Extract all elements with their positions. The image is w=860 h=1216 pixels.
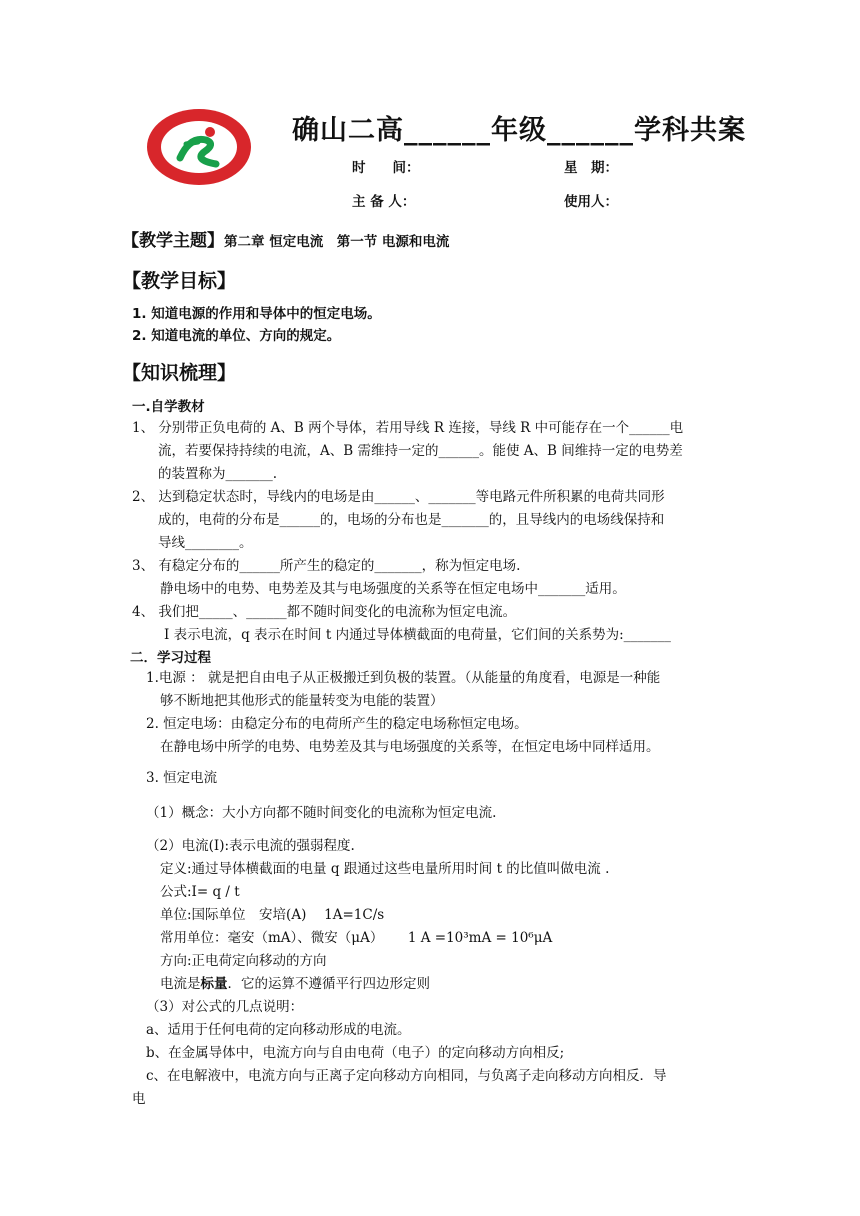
process-line: （1）概念：大小方向都不随时间变化的电流称为恒定电流. — [146, 805, 497, 821]
topic-text: 第二章 恒定电流 第一节 电源和电流 — [224, 234, 450, 250]
knowledge-line: 4、 我们把_____、______都不随时间变化的电流称为恒定电流。 — [132, 604, 517, 620]
logo-inner-field — [161, 121, 237, 173]
process-line: 方向:正电荷定向移动的方向 — [160, 953, 327, 969]
goal-item: 1. 知道电源的作用和导体中的恒定电场。 — [132, 306, 381, 322]
time-label: 时 间： — [352, 160, 420, 176]
knowledge-line: 成的，电荷的分布是______的，电场的分布也是_______的，且导线内的电场线保持和 — [158, 512, 665, 528]
school-logo — [146, 108, 252, 186]
page-title: 确山二高______年级______学科共案 — [292, 115, 746, 146]
process-line: 单位:国际单位 安培(A) 1A=1C/s — [160, 907, 385, 923]
process-line: 2. 恒定电场：由稳定分布的电荷所产生的稳定电场称恒定电场。 — [146, 716, 528, 732]
preparer-label: 主 备 人： — [352, 194, 416, 210]
process-line: 1.电源 ： 就是把自由电子从正极搬迁到负极的装置。（从能量的角度看，电源是一种能 — [146, 670, 661, 686]
weekday-label: 星 期： — [564, 160, 618, 176]
topic-heading: 【教学主题】 — [122, 231, 224, 251]
user-label: 使用人： — [564, 194, 618, 210]
knowledge-line: 流，若要保持持续的电流，A、B 需维持一定的______。能使 A、B 间维持一定的电势差 — [158, 443, 683, 459]
self-study-title: 一.自学教材 — [132, 399, 205, 415]
knowledge-line: 3、 有稳定分布的______所产生的稳定的_______，称为恒定电场. — [132, 558, 521, 574]
scalar-prefix: 电流是 — [160, 976, 201, 992]
scalar-line — [160, 974, 430, 994]
process-line: 定义:通过导体横截面的电量 q 跟通过这些电量所用时间 t 的比值叫做电流 . — [160, 861, 610, 877]
process-line: a、适用于任何电荷的定向移动形成的电流。 — [146, 1022, 411, 1038]
knowledge-line: 静电场中的电势、电势差及其与电场强度的关系等在恒定电场中_______适用。 — [160, 581, 626, 597]
knowledge-line: 的装置称为_______. — [158, 466, 278, 482]
knowledge-line: 2、 达到稳定状态时，导线内的电场是由______、_______等电路元件所积累的电荷共同形 — [132, 489, 665, 505]
logo-figure-head — [205, 127, 215, 137]
scalar-term: 标量 — [200, 976, 228, 992]
knowledge-line: 导线________。 — [158, 535, 253, 551]
process-line: 够不断地把其他形式的能量转变为电能的装置） — [160, 693, 444, 709]
goal-item: 2. 知道电流的单位、方向的规定。 — [132, 328, 341, 344]
knowledge-line: 1、 分别带正负电荷的 A、B 两个导体，若用导线 R 连接，导线 R 中可能存在一个______电 — [132, 420, 684, 436]
process-title: 二．学习过程 — [130, 650, 211, 666]
process-line: 电 — [132, 1091, 146, 1107]
process-line: （3）对公式的几点说明： — [146, 999, 304, 1015]
process-line: c、在电解液中，电流方向与正离子定向移动方向相同，与负离子走向移动方向相反．导 — [146, 1068, 667, 1084]
knowledge-heading: 【知识梳理】 — [122, 362, 237, 384]
knowledge-line: I 表示电流，q 表示在时间 t 内通过导体横截面的电荷量，它们间的关系势为:_______ — [164, 627, 671, 643]
process-line: （2）电流(I):表示电流的强弱程度. — [146, 838, 355, 854]
goals-heading: 【教学目标】 — [122, 270, 237, 292]
process-line: 在静电场中所学的电势、电势差及其与电场强度的关系等，在恒定电场中同样适用。 — [160, 739, 660, 755]
process-line: b、在金属导体中，电流方向与自由电荷（电子）的定向移动方向相反; — [146, 1045, 565, 1061]
scalar-suffix: ．它的运算不遵循平行四边形定则 — [227, 976, 430, 992]
logo-figure-arm — [186, 142, 198, 144]
process-line: 3. 恒定电流 — [146, 770, 218, 786]
topic-line — [122, 226, 449, 251]
process-line: 公式:I= q / t — [160, 884, 240, 900]
process-line: 常用单位：毫安（mA）、微安（μA） 1 A =10³mA = 10⁶μA — [160, 930, 553, 946]
